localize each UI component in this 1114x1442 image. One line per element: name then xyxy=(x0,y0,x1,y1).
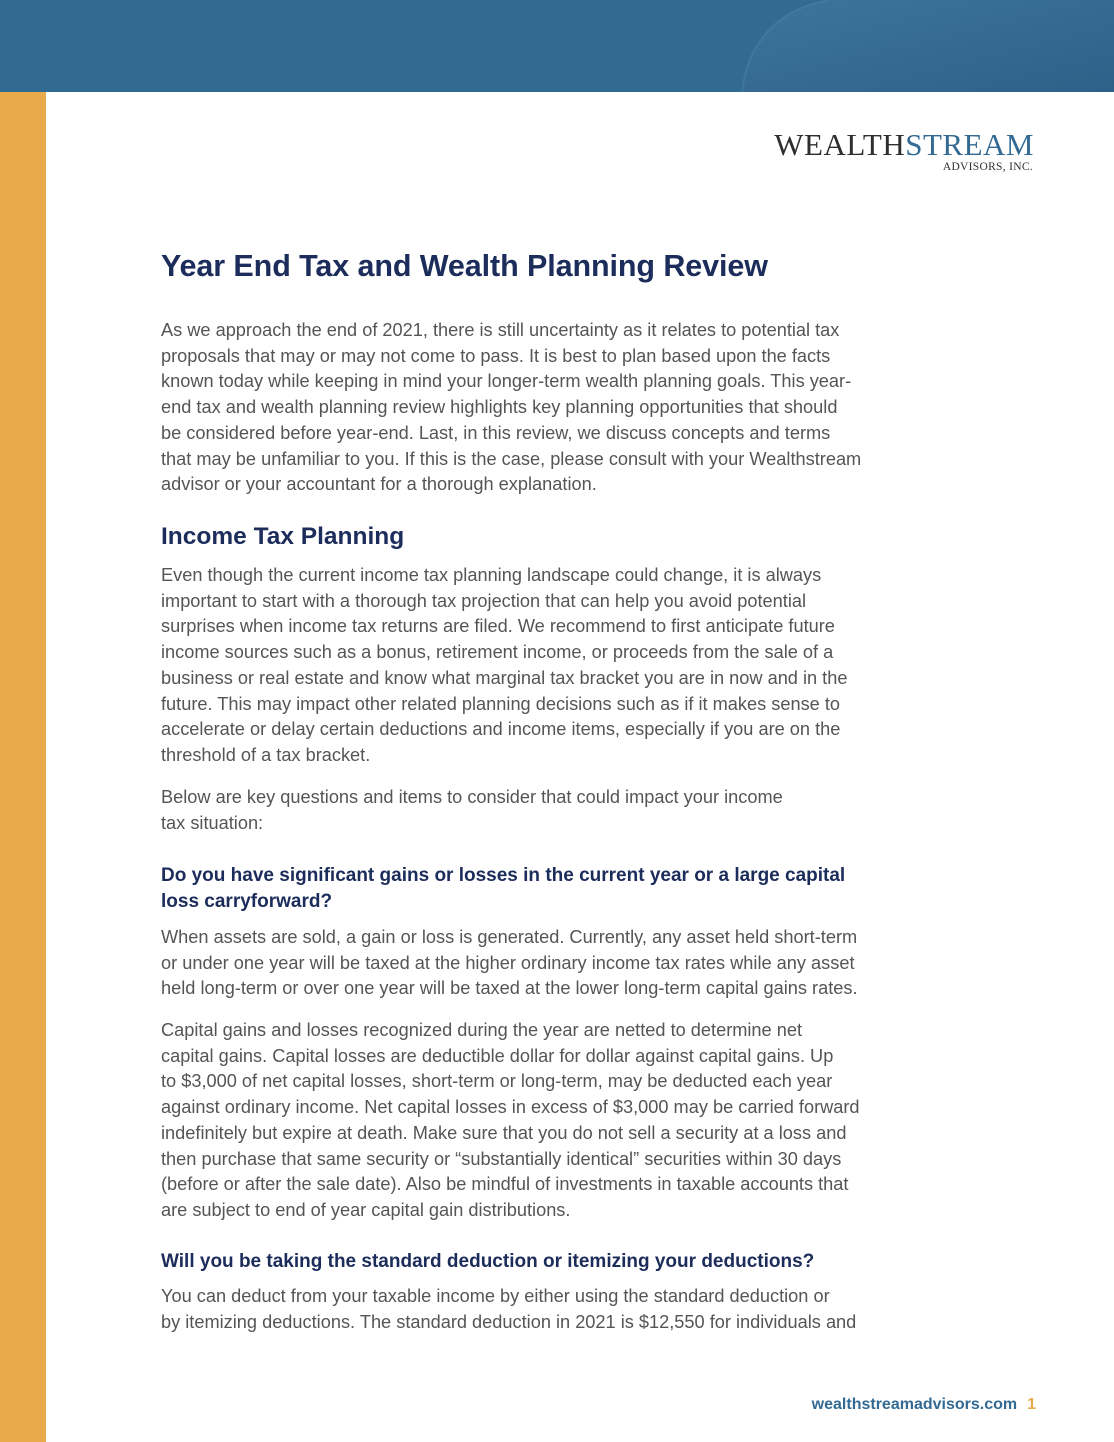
text-line: When assets are sold, a gain or loss is generated. Currently, any asset held short-term xyxy=(161,927,858,947)
text-line: Below are key questions and items to consider that could impact your income xyxy=(161,787,783,807)
text-line: You can deduct from your taxable income by either using the standard deduction or xyxy=(161,1286,830,1306)
text-line: (before or after the sale date). Also be mindful of investments in taxable accounts that xyxy=(161,1174,849,1195)
text-line: income sources such as a bonus, retirement income, or proceeds from the sale of a xyxy=(161,642,834,663)
logo-wordmark-part1: WEALTH xyxy=(774,127,906,162)
text-line: advisor or your accountant for a thorough explanation. xyxy=(161,474,597,495)
logo-wordmark xyxy=(774,128,1034,161)
text-line: accelerate or delay certain deductions and income items, especially if you are on the xyxy=(161,719,841,740)
text-line: then purchase that same security or “substantially identical” securities within 30 days xyxy=(161,1148,842,1169)
text-line: Capital gains and losses recognized during the year are netted to determine net xyxy=(161,1020,803,1040)
text-line: by itemizing deductions. The standard deduction in 2021 is $12,550 for individuals and xyxy=(161,1311,857,1332)
text-line: indefinitely but expire at death. Make sure that you do not sell a security at a loss and xyxy=(161,1122,847,1143)
text-line: to $3,000 of net capital losses, short-term or long-term, may be deducted each year xyxy=(161,1071,833,1092)
question-heading-deductions xyxy=(161,1249,814,1275)
footer-website-link[interactable]: wealthstreamadvisors.com xyxy=(811,1396,1018,1413)
income-tax-paragraph-2 xyxy=(161,785,783,836)
page-footer xyxy=(812,1396,1036,1414)
logo-subtitle: ADVISORS, INC. xyxy=(942,161,1033,173)
text-line: threshold of a tax bracket. xyxy=(161,744,371,765)
company-logo xyxy=(774,128,1034,173)
section-heading-income-tax: Income Tax Planning xyxy=(161,523,405,550)
text-line: or under one year will be taxed at the higher ordinary income tax rates while any asset xyxy=(161,952,855,973)
text-line: Even though the current income tax planning landscape could change, it is always xyxy=(161,565,822,585)
logo-wordmark-part2: STREAM xyxy=(905,127,1034,162)
text-line: surprises when income tax returns are filed. We recommend to first anticipate future xyxy=(161,616,835,637)
text-line: business or real estate and know what marginal tax bracket you are in now and in the xyxy=(161,667,848,688)
gains-losses-paragraph-2 xyxy=(161,1018,860,1224)
text-line: held long-term or over one year will be taxed at the lower long-term capital gains rates. xyxy=(161,978,858,999)
question-heading-gains-losses xyxy=(161,863,845,915)
side-accent-bar xyxy=(0,92,46,1442)
deductions-paragraph-1 xyxy=(161,1284,856,1335)
text-line: be considered before year-end. Last, in this review, we discuss concepts and terms xyxy=(161,422,831,443)
text-line: that may be unfamiliar to you. If this is the case, please consult with your Wealthstream xyxy=(161,448,862,469)
heading-line: loss carryforward? xyxy=(161,891,333,912)
text-line: capital gains. Capital losses are deductible dollar for dollar against capital gains. Up xyxy=(161,1045,834,1066)
heading-line: Do you have significant gains or losses in the current year or a large capital xyxy=(161,865,846,886)
text-line: As we approach the end of 2021, there is still uncertainty as it relates to potential tax xyxy=(161,320,840,340)
income-tax-paragraph-1 xyxy=(161,563,847,769)
intro-paragraph xyxy=(161,318,861,498)
page-number: 1 xyxy=(1027,1396,1036,1413)
text-line: known today while keeping in mind your longer-term wealth planning goals. This year- xyxy=(161,371,852,392)
text-line: important to start with a thorough tax projection that can help you avoid potential xyxy=(161,590,807,611)
text-line: future. This may impact other related planning decisions such as if it makes sense to xyxy=(161,693,841,714)
gains-losses-paragraph-1 xyxy=(161,925,858,1002)
document-title: Year End Tax and Wealth Planning Review xyxy=(161,249,768,283)
header-band xyxy=(0,0,1114,92)
text-line: end tax and wealth planning review highlights key planning opportunities that should xyxy=(161,397,838,418)
text-line: proposals that may or may not come to pass. It is best to plan based upon the facts xyxy=(161,345,831,366)
header-wave-graphic xyxy=(0,0,1114,92)
text-line: are subject to end of year capital gain distributions. xyxy=(161,1199,571,1220)
heading-line: Will you be taking the standard deduction or itemizing your deductions? xyxy=(161,1251,815,1272)
text-line: tax situation: xyxy=(161,812,264,833)
text-line: against ordinary income. Net capital losses in excess of $3,000 may be carried forward xyxy=(161,1097,860,1118)
